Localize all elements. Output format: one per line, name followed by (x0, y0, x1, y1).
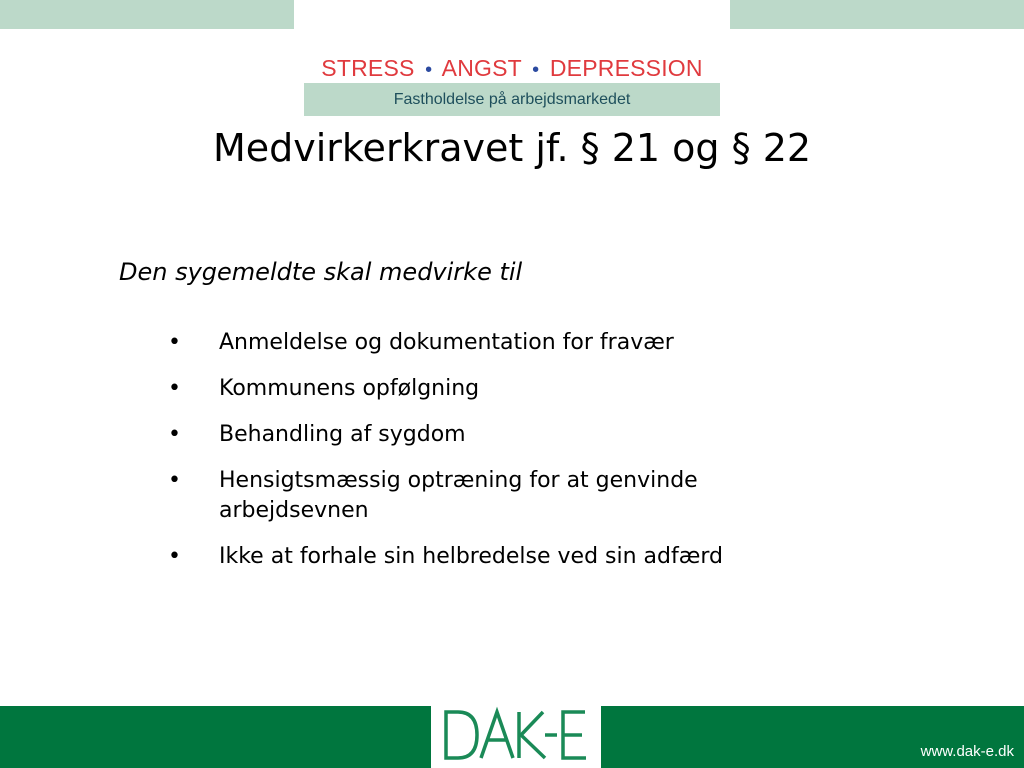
banner-subtitle: Fastholdelse på arbejdsmarkedet (304, 83, 720, 116)
list-item-text: Behandling af sygdom (219, 422, 466, 447)
intro-text: Den sygemeldte skal medvirke til (119, 258, 523, 286)
bullet-marker: • (168, 376, 181, 401)
bullet-marker: • (168, 422, 181, 447)
banner-word-angst: ANGST (441, 55, 522, 81)
footer-url[interactable]: www.dak-e.dk (920, 743, 1014, 760)
list-item-text: Kommunens opfølgning (219, 376, 480, 401)
header-banner (304, 54, 720, 116)
list-item (168, 328, 848, 358)
top-decor-bar-left (0, 0, 294, 29)
top-decor-bar-right (730, 0, 1024, 29)
slide-title: Medvirkerkravet jf. § 21 og § 22 (212, 126, 812, 170)
list-item (168, 374, 848, 404)
bullet-marker: • (168, 468, 181, 493)
list-item-text: Ikke at forhale sin helbredelse ved sin adfærd (219, 544, 723, 569)
list-item-text: Hensigtsmæssig optræning for at genvinde arbejdsevnen (219, 468, 698, 523)
list-item (168, 466, 848, 526)
bullet-marker: • (168, 544, 181, 569)
list-item-text: Anmeldelse og dokumentation for fravær (219, 330, 674, 355)
banner-title (304, 54, 720, 82)
banner-separator: • (425, 59, 433, 81)
banner-separator: • (532, 59, 540, 81)
dak-e-logo (431, 706, 601, 768)
bullet-marker: • (168, 330, 181, 355)
dak-e-logo-icon (431, 706, 601, 768)
list-item (168, 542, 848, 572)
banner-word-stress: STRESS (321, 55, 415, 81)
list-item (168, 420, 848, 450)
banner-word-depression: DEPRESSION (549, 55, 703, 81)
bullet-list (168, 328, 848, 588)
